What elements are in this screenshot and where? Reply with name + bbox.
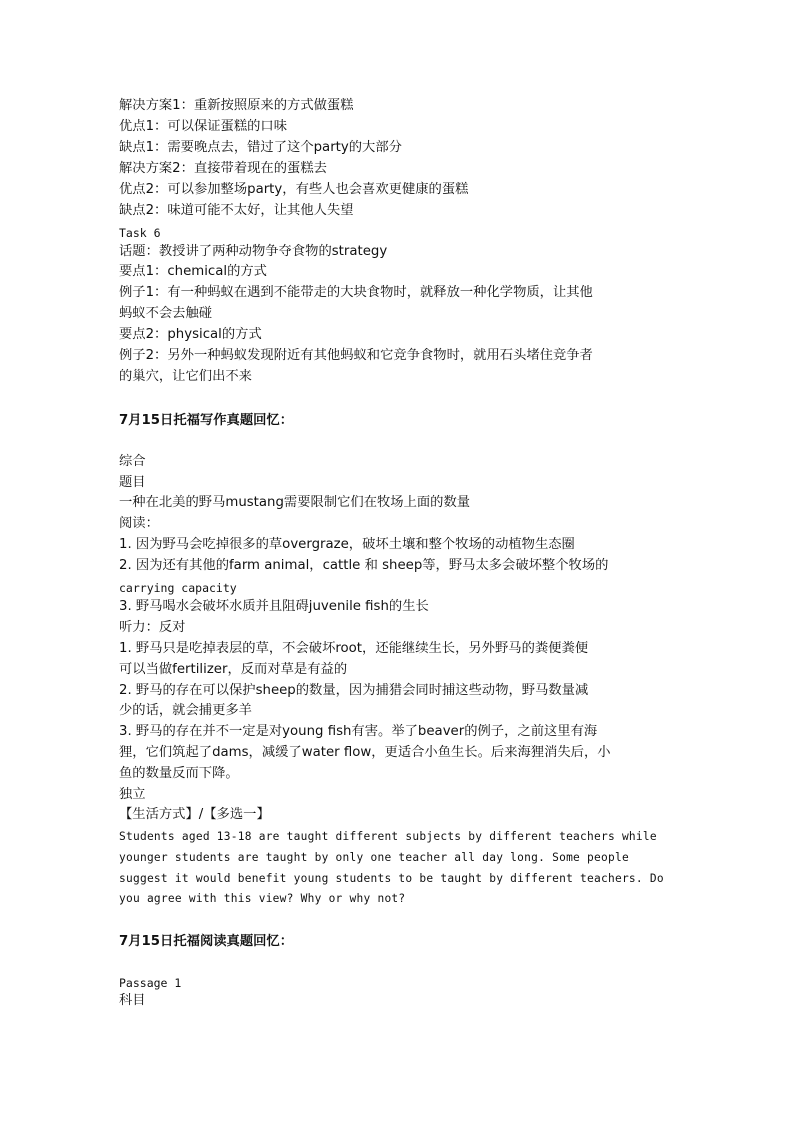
task6-example-1a: 例子1：有一种蚂蚁在遇到不能带走的大块食物时，就释放一种化学物质，让其他 (119, 285, 593, 300)
essay-prompt (119, 827, 679, 910)
listening-point-1b: 可以当做fertilizer，反而对草是有益的 (119, 662, 348, 677)
task6-topic: 话题：教授讲了两种动物争夺食物的strategy (119, 244, 388, 259)
essay-line-3: suggest it would benefit young students to be taught by different teachers. Do (119, 871, 664, 885)
essay-line-4: you agree with this view? Why or why not? (119, 892, 406, 906)
advantage-2: 优点2：可以参加整场party，有些人也会喜欢更健康的蛋糕 (119, 182, 469, 197)
task6-point-1: 要点1：chemical的方式 (119, 264, 267, 279)
writing-heading: 7月15日托福写作真题回忆： (119, 413, 294, 428)
listening-point-3a: 3. 野马的存在并不一定是对young fish有害。举了beaver的例子，之前这里有海 (119, 724, 598, 739)
listening-point-3c: 鱼的数量反而下降。 (119, 766, 239, 781)
task6-point-2: 要点2：physical的方式 (119, 327, 262, 342)
reading-label: 阅读： (119, 516, 159, 531)
solution-2: 解决方案2：直接带着现在的蛋糕去 (119, 161, 327, 176)
disadvantage-1: 缺点1：需要晚点去，错过了这个party的大部分 (119, 140, 402, 155)
prompt-label: 题目 (119, 475, 146, 490)
integrated-label: 综合 (119, 454, 146, 469)
disadvantage-2: 缺点2：味道可能不太好，让其他人失望 (119, 203, 354, 218)
task6-example-2a: 例子2：另外一种蚂蚁发现附近有其他蚂蚁和它竞争食物时，就用石头堵住竞争者 (119, 348, 593, 363)
reading-point-2a: 2. 因为还有其他的farm animal，cattle 和 sheep等，野马太多会破坏整个牧场的 (119, 558, 609, 573)
passage-label: Passage 1 (119, 976, 182, 990)
task6-title: Task 6 (119, 226, 161, 240)
listening-point-2a: 2. 野马的存在可以保护sheep的数量，因为捕猎会同时捕这些动物，野马数量减 (119, 683, 589, 698)
subject-label: 科目 (119, 993, 146, 1008)
essay-line-1: Students aged 13-18 are taught different subjects by different teachers while (119, 830, 657, 843)
listening-point-2b: 少的话，就会捕更多羊 (119, 703, 252, 718)
reading-point-1: 1. 因为野马会吃掉很多的草overgraze，破坏土壤和整个牧场的动植物生态圈 (119, 537, 575, 552)
listening-label: 听力：反对 (119, 620, 186, 635)
listening-point-3b: 狸，它们筑起了dams，减缓了water flow，更适合小鱼生长。后来海狸消失后，小 (119, 745, 611, 760)
task6-example-2b: 的巢穴，让它们出不来 (119, 369, 252, 384)
task6-example-1b: 蚂蚁不会去触碰 (119, 306, 213, 321)
reading-point-3: 3. 野马喝水会破坏水质并且阻碍juvenile fish的生长 (119, 599, 429, 614)
essay-line-2: younger students are taught by only one teacher all day long. Some people (119, 850, 629, 864)
writing-prompt: 一种在北美的野马mustang需要限制它们在牧场上面的数量 (119, 495, 471, 510)
reading-point-2b: carrying capacity (119, 581, 237, 595)
solution-1: 解决方案1：重新按照原来的方式做蛋糕 (119, 98, 354, 113)
advantage-1: 优点1：可以保证蛋糕的口味 (119, 119, 288, 134)
reading-heading: 7月15日托福阅读真题回忆： (119, 934, 294, 949)
independent-label: 独立 (119, 787, 146, 802)
listening-point-1a: 1. 野马只是吃掉表层的草，不会破坏root，还能继续生长，另外野马的粪便粪便 (119, 641, 589, 656)
essay-category: 【生活方式】/【多选一】 (119, 807, 270, 822)
